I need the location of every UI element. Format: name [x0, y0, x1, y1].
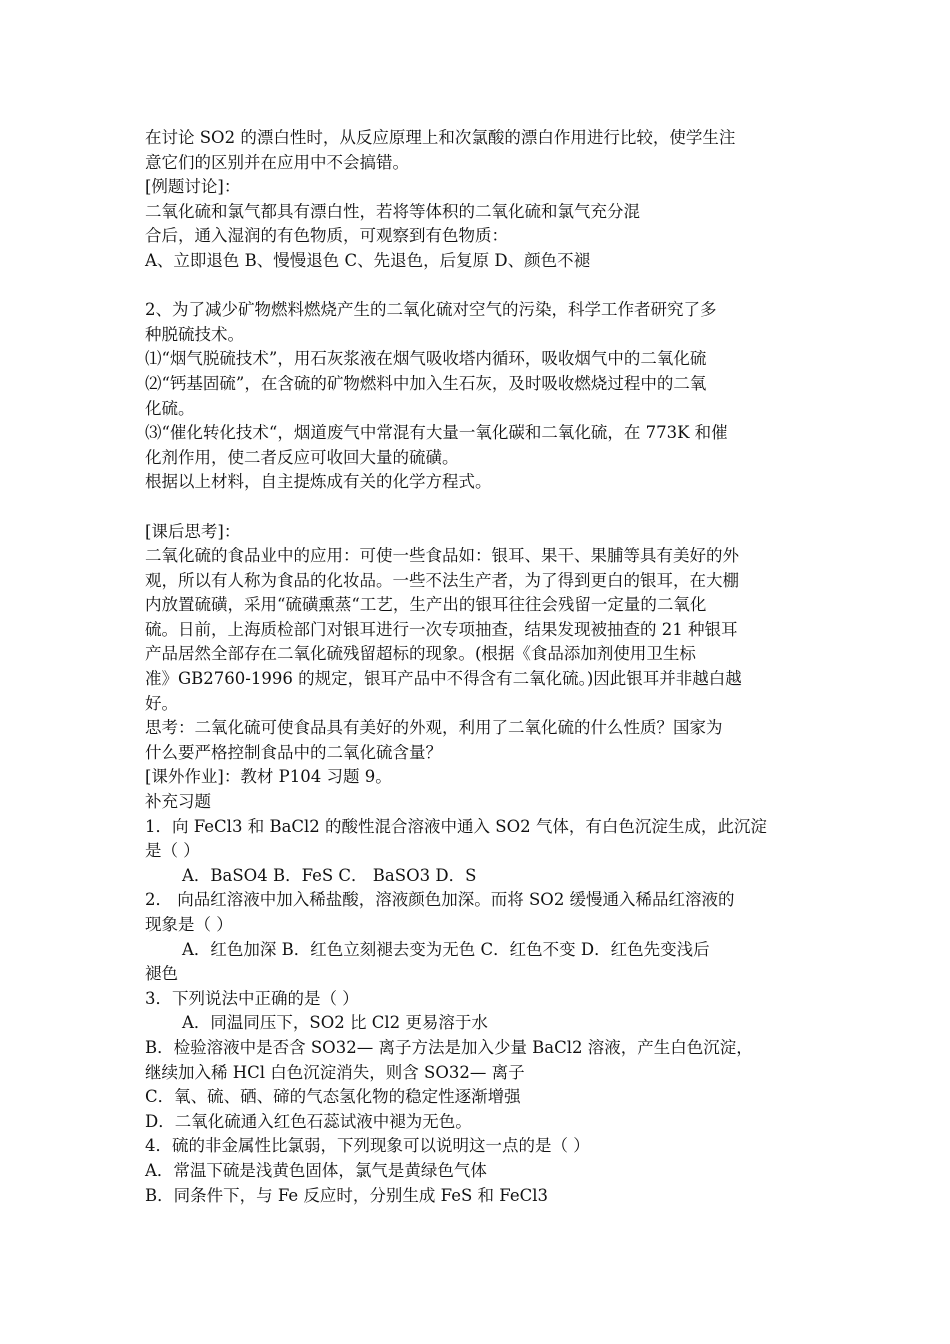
text-line: 观，所以有人称为食品的化妆品。一些不法生产者，为了得到更白的银耳，在大棚: [145, 570, 739, 590]
text-line: 褪色: [145, 964, 178, 984]
text-line: 化剂作用，使二者反应可收回大量的硫磺。: [145, 447, 459, 467]
text-line: 化硫。: [145, 398, 195, 418]
question-line: 4．硫的非金属性比氯弱，下列现象可以说明这一点的是（ ）: [145, 1136, 590, 1156]
text-line: 硫。日前，上海质检部门对银耳进行一次专项抽查，结果发现被抽查的 21 种银耳: [145, 619, 738, 639]
answer-option: A．常温下硫是浅黄色固体，氯气是黄绿色气体: [145, 1160, 487, 1180]
text-line: 二氧化硫和氯气都具有漂白性，若将等体积的二氧化硫和氯气充分混: [145, 201, 640, 221]
text-line: 准》GB2760-1996 的规定，银耳产品中不得含有二氧化硫。)因此银耳并非越白越: [145, 669, 742, 689]
text-line: ⑶“催化转化技术“，烟道废气中常混有大量一氧化碳和二氧化硫，在 773K 和催: [145, 423, 728, 443]
text-line: ⑴“烟气脱硫技术”，用石灰浆液在烟气吸收塔内循环，吸收烟气中的二氧化硫: [145, 349, 707, 369]
question-line: 3．下列说法中正确的是（ ）: [145, 988, 359, 1008]
document-page: [145, 126, 815, 1208]
question-line: 2． 向品红溶液中加入稀盐酸，溶液颜色加深。而将 SO2 缓慢通入稀品红溶液的: [145, 890, 735, 910]
text-line: 意它们的区别并在应用中不会搞错。: [145, 152, 409, 172]
answer-option: C．氧、硫、硒、碲的气态氢化物的稳定性逐渐增强: [145, 1087, 521, 1107]
text-line: 2、为了减少矿物燃料燃烧产生的二氧化硫对空气的污染，科学工作者研究了多: [145, 300, 717, 320]
answer-options: A．红色加深 B．红色立刻褪去变为无色 C．红色不变 D．红色先变浅后: [182, 939, 710, 959]
answer-option: B．检验溶液中是否含 SO32— 离子方法是加入少量 BaCl2 溶液，产生白色沉淀，: [145, 1037, 753, 1057]
answer-option: B．同条件下，与 Fe 反应时，分别生成 FeS 和 FeCl3: [145, 1185, 548, 1205]
text-line: 好。: [145, 693, 178, 713]
section-heading: [课后思考]：: [145, 521, 241, 541]
text-line: ⑵“钙基固硫”，在含硫的矿物燃料中加入生石灰，及时吸收燃烧过程中的二氧: [145, 373, 707, 393]
text-line: 什么要严格控制食品中的二氧化硫含量？: [145, 742, 442, 762]
section-heading: [例题讨论]：: [145, 177, 241, 197]
text-line: 根据以上材料，自主提炼成有关的化学方程式。: [145, 472, 492, 492]
text-line: 合后，通入湿润的有色物质，可观察到有色物质：: [145, 226, 508, 246]
text-line: 在讨论 SO2 的漂白性时，从反应原理上和次氯酸的漂白作用进行比较，使学生注: [145, 128, 736, 147]
answer-options: A、立即退色 B、慢慢退色 C、先退色，后复原 D、颜色不褪: [145, 250, 591, 270]
answer-option: 继续加入稀 HCl 白色沉淀消失，则含 SO32— 离子: [145, 1062, 525, 1082]
section-heading: 补充习题: [145, 792, 211, 812]
answer-option: D．二氧化硫通入红色石蕊试液中褪为无色。: [145, 1111, 472, 1131]
text-line: [课外作业]：教材 P104 习题 9。: [145, 767, 392, 787]
question-line: 现象是（ ）: [145, 915, 233, 934]
text-line: 产品居然全部存在二氧化硫残留超标的现象。(根据《食品添加剂使用卫生标: [145, 644, 696, 664]
question-line: 1．向 FeCl3 和 BaCl2 的酸性混合溶液中通入 SO2 气体，有白色沉淀生成，此沉淀: [145, 816, 767, 836]
text-line: 种脱硫技术。: [145, 324, 244, 344]
text-line: 二氧化硫的食品业中的应用：可使一些食品如：银耳、果干、果脯等具有美好的外: [145, 546, 739, 566]
text-line: 思考：二氧化硫可使食品具有美好的外观，利用了二氧化硫的什么性质？国家为: [145, 718, 723, 738]
answer-options: A．BaSO4 B．FeS C． BaSO3 D．S: [182, 865, 477, 885]
question-line: 是（ ）: [145, 841, 200, 861]
blank-line: [145, 274, 815, 299]
text-line: 内放置硫磺，采用“硫磺熏蒸“工艺，生产出的银耳往往会残留一定量的二氧化: [145, 595, 707, 615]
blank-line: [145, 495, 815, 520]
answer-option: A．同温同压下，SO2 比 Cl2 更易溶于水: [182, 1013, 488, 1033]
